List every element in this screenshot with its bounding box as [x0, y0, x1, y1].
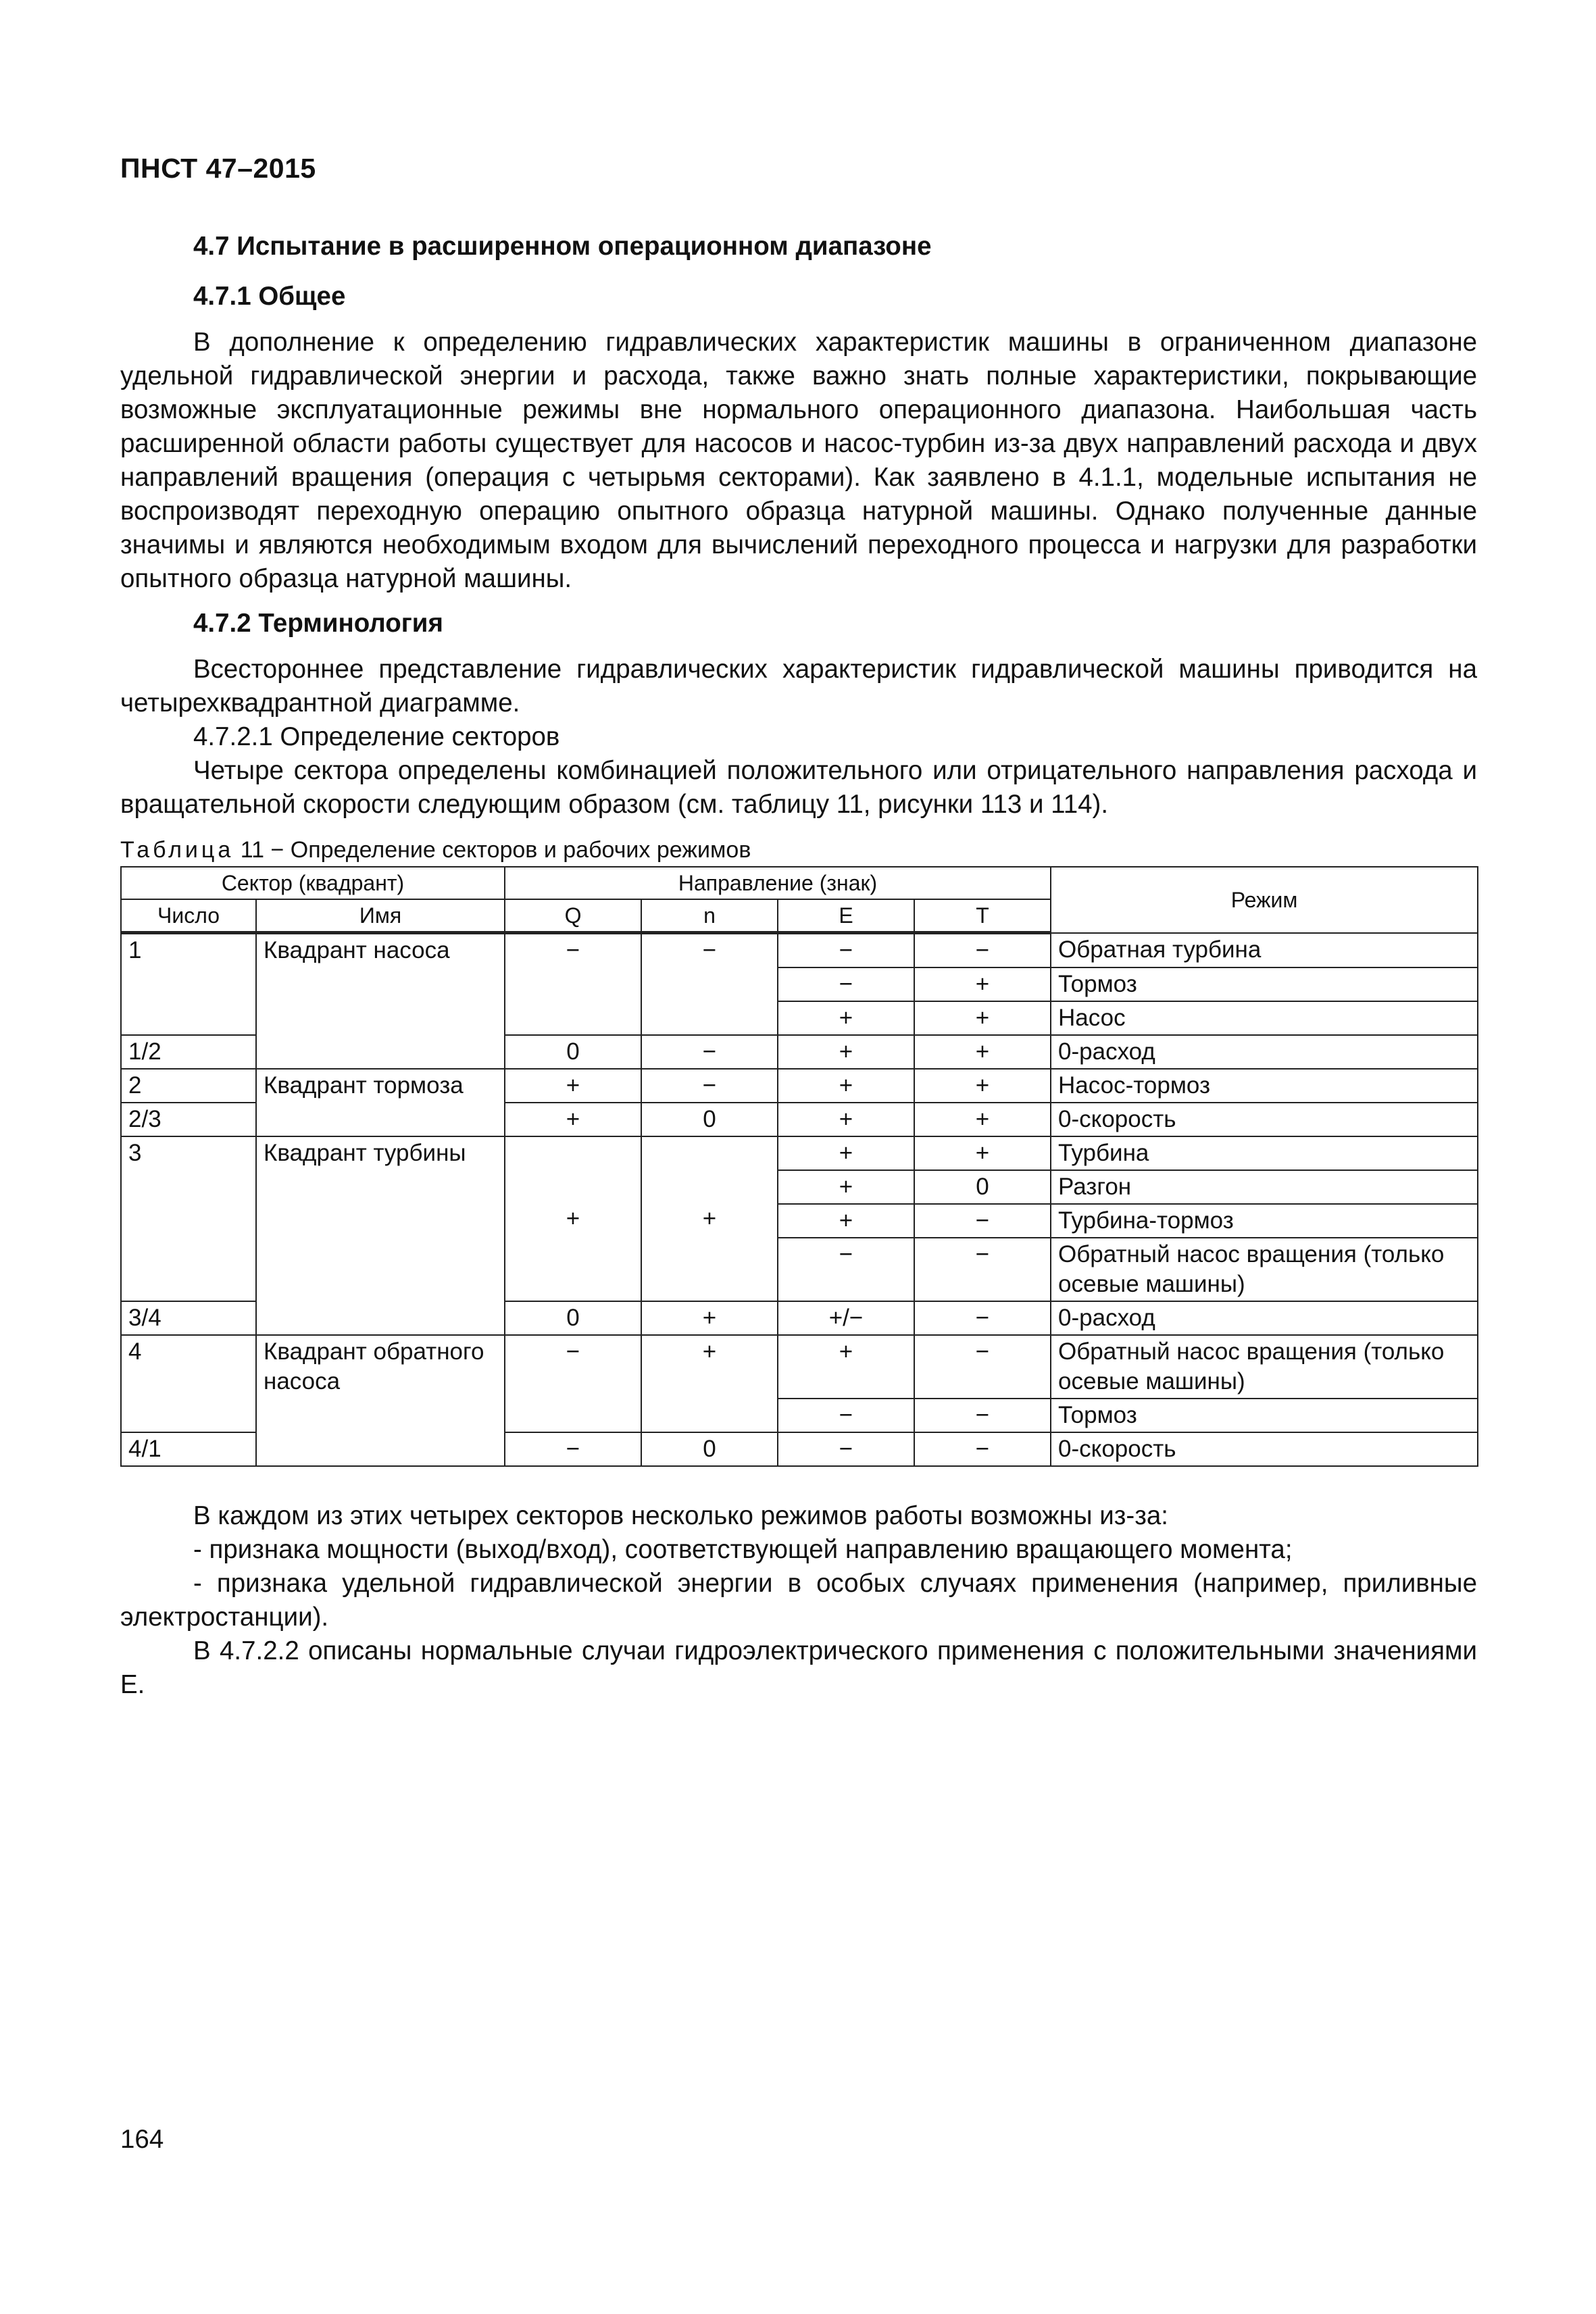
cell-t: −	[914, 933, 1051, 968]
paragraph-sectors: Четыре сектора определены комбинацией положительного или отрицательного направления расхода и вращательной скорости следующим образом (см. таблицу 11, рисунки 113 и 114).	[120, 756, 1477, 819]
cell-mode: 0-расход	[1051, 1301, 1478, 1335]
cell-e: +	[778, 1170, 914, 1204]
post-table-text	[120, 1499, 1477, 1702]
cell-number: 4	[121, 1335, 256, 1432]
table-caption-label: Таблица	[120, 837, 234, 863]
page-content	[120, 230, 1477, 1702]
cell-q: +	[505, 1069, 641, 1103]
cell-t: +	[914, 1001, 1051, 1035]
cell-n: −	[641, 1035, 778, 1069]
cell-n: +	[641, 1301, 778, 1335]
cell-number: 3	[121, 1136, 256, 1301]
cell-t: −	[914, 1204, 1051, 1238]
cell-q: −	[505, 1432, 641, 1466]
cell-e: −	[778, 1399, 914, 1432]
cell-t: +	[914, 1136, 1051, 1170]
cell-t: +	[914, 1069, 1051, 1103]
cell-t: −	[914, 1238, 1051, 1301]
header-t: T	[914, 899, 1051, 933]
cell-mode: 0-скорость	[1051, 1432, 1478, 1466]
header-n: n	[641, 899, 778, 933]
cell-mode: Тормоз	[1051, 967, 1478, 1001]
cell-mode: Разгон	[1051, 1170, 1478, 1204]
table-row	[121, 1069, 1478, 1103]
cell-e: +	[778, 1001, 914, 1035]
table-header-row	[121, 867, 1478, 899]
cell-number: 2/3	[121, 1103, 256, 1136]
list-item: - признака мощности (выход/вход), соответствующей направлению вращающего момента;	[193, 1535, 1293, 1564]
cell-mode: 0-расход	[1051, 1035, 1478, 1069]
table-row	[121, 1335, 1478, 1399]
cell-t: −	[914, 1301, 1051, 1335]
cell-mode: 0-скорость	[1051, 1103, 1478, 1136]
cell-mode: Обратная турбина	[1051, 933, 1478, 968]
cell-name: Квадрант обратного насоса	[256, 1335, 505, 1466]
table-row	[121, 1136, 1478, 1170]
cell-mode: Насос	[1051, 1001, 1478, 1035]
cell-t: −	[914, 1432, 1051, 1466]
section-heading: 4.7 Испытание в расширенном операционном диапазоне	[193, 232, 932, 261]
paragraph-terminology: Всестороннее представление гидравлических характеристик гидравлической машины приводится на четырехквадрантной диаграмме.	[120, 655, 1477, 718]
cell-q: −	[505, 1335, 641, 1432]
cell-mode: Турбина-тормоз	[1051, 1204, 1478, 1238]
cell-n: 0	[641, 1432, 778, 1466]
cell-t: +	[914, 1035, 1051, 1069]
cell-e: +	[778, 1103, 914, 1136]
header-q: Q	[505, 899, 641, 933]
table-row	[121, 933, 1478, 968]
cell-e: +	[778, 1035, 914, 1069]
cell-t: +	[914, 967, 1051, 1001]
cell-t: +	[914, 1103, 1051, 1136]
cell-name: Квадрант насоса	[256, 933, 505, 1070]
subsection-heading-terminology: 4.7.2 Терминология	[193, 609, 443, 638]
cell-e: −	[778, 933, 914, 968]
header-name: Имя	[256, 899, 505, 933]
table-caption	[120, 835, 1477, 865]
cell-mode: Обратный насос вращения (только осевые машины)	[1051, 1335, 1478, 1399]
cell-q: −	[505, 933, 641, 1036]
table-caption-text: 11 − Определение секторов и рабочих режимов	[234, 837, 751, 863]
header-mode: Режим	[1051, 867, 1478, 933]
cell-e: −	[778, 1238, 914, 1301]
cell-name: Квадрант турбины	[256, 1136, 505, 1335]
cell-t: −	[914, 1399, 1051, 1432]
cell-number: 1/2	[121, 1035, 256, 1069]
cell-number: 2	[121, 1069, 256, 1103]
cell-name: Квадрант тормоза	[256, 1069, 505, 1136]
header-e: E	[778, 899, 914, 933]
cell-t: −	[914, 1335, 1051, 1399]
document-code: ПНСТ 47–2015	[120, 153, 316, 184]
header-sector: Сектор (квадрант)	[121, 867, 505, 899]
cell-e: +	[778, 1069, 914, 1103]
list-item: - признака удельной гидравлической энергии в особых случаях применения (например, приливные электростанции).	[120, 1569, 1477, 1632]
cell-n: +	[641, 1335, 778, 1432]
cell-q: 0	[505, 1035, 641, 1069]
cell-e: +/−	[778, 1301, 914, 1335]
sectors-table	[120, 866, 1478, 1467]
cell-n: −	[641, 933, 778, 1036]
clause-heading-sectors: 4.7.2.1 Определение секторов	[193, 722, 560, 751]
cell-mode: Тормоз	[1051, 1399, 1478, 1432]
header-number: Число	[121, 899, 256, 933]
cell-n: +	[641, 1136, 778, 1301]
cell-e: −	[778, 1432, 914, 1466]
subsection-heading-general: 4.7.1 Общее	[193, 282, 346, 311]
cell-q: 0	[505, 1301, 641, 1335]
cell-e: −	[778, 967, 914, 1001]
cell-n: −	[641, 1069, 778, 1103]
cell-mode: Обратный насос вращения (только осевые машины)	[1051, 1238, 1478, 1301]
cell-q: +	[505, 1136, 641, 1301]
paragraph-normal-cases: В 4.7.2.2 описаны нормальные случаи гидроэлектрического применения с положительными значениями E.	[120, 1636, 1477, 1699]
cell-t: 0	[914, 1170, 1051, 1204]
cell-e: +	[778, 1204, 914, 1238]
cell-number: 1	[121, 933, 256, 1036]
cell-e: +	[778, 1136, 914, 1170]
header-direction: Направление (знак)	[505, 867, 1051, 899]
cell-number: 4/1	[121, 1432, 256, 1466]
cell-mode: Насос-тормоз	[1051, 1069, 1478, 1103]
page-number: 164	[120, 2125, 164, 2154]
cell-number: 3/4	[121, 1301, 256, 1335]
paragraph-general: В дополнение к определению гидравлических характеристик машины в ограниченном диапазоне удельной гидравлической энергии и расхода, также важно знать полные характеристики, покрывающие возможные эксплуатационные режимы вне нормального операционного диапазона. Наибольшая часть расширенной области работы существует для насосов и насос-турбин из-за двух направлений расхода и двух направлений вращения (операция с четырьмя секторами). Как заявлено в 4.1.1, модельные испытания не воспроизводят переходную операцию опытного образца натурной машины. Однако полученные данные значимы и являются необходимым входом для вычислений переходного процесса и нагрузки для разработки опытного образца натурной машины.	[120, 328, 1477, 593]
cell-q: +	[505, 1103, 641, 1136]
cell-e: +	[778, 1335, 914, 1399]
cell-mode: Турбина	[1051, 1136, 1478, 1170]
cell-n: 0	[641, 1103, 778, 1136]
paragraph-modes-intro: В каждом из этих четырех секторов несколько режимов работы возможны из-за:	[193, 1501, 1168, 1530]
